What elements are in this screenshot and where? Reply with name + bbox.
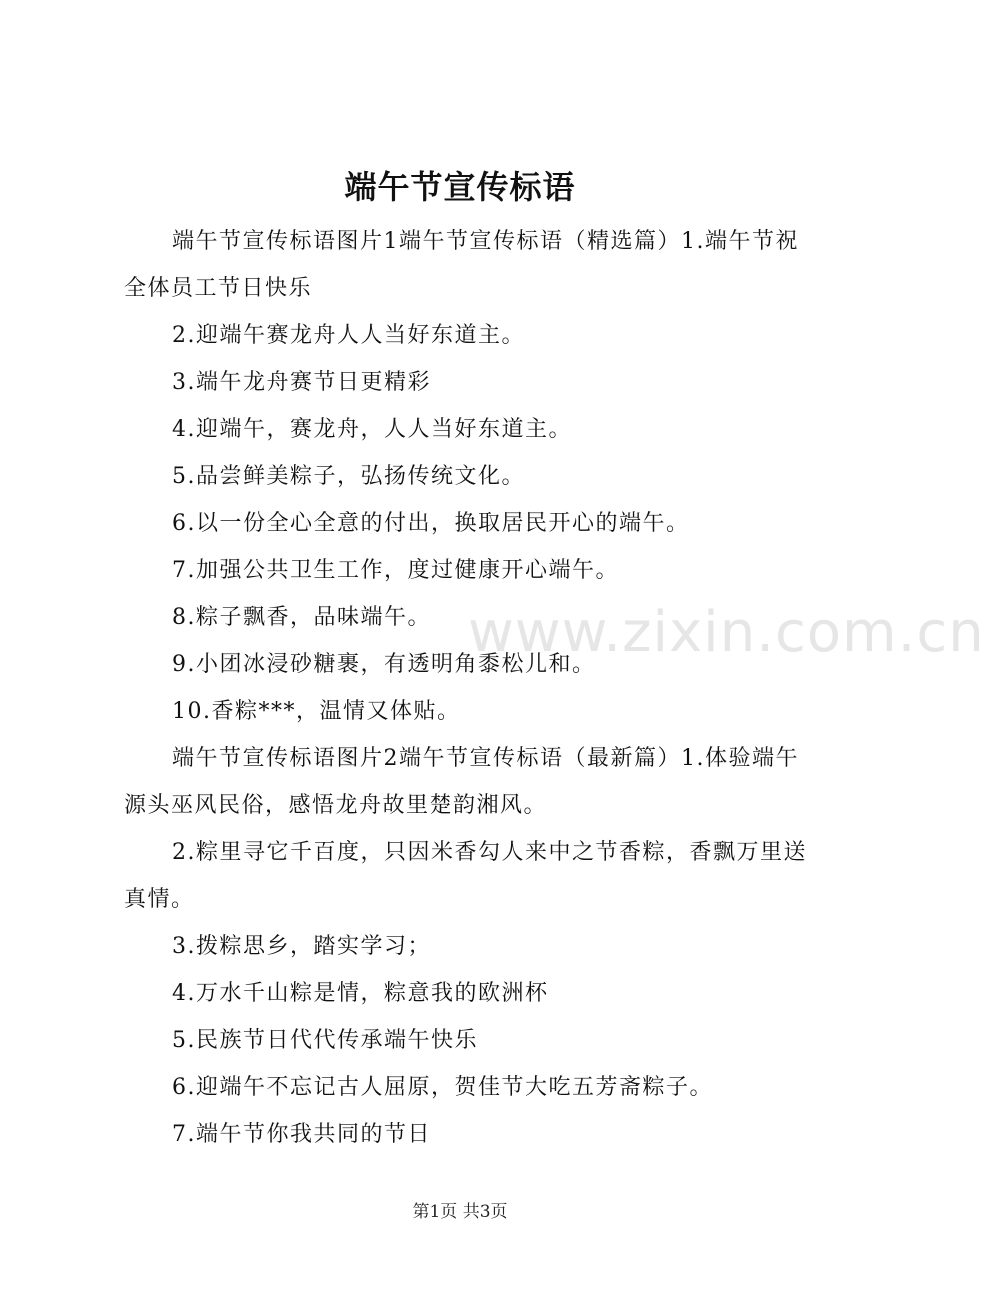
paragraph: 4.迎端午，赛龙舟，人人当好东道主。 — [172, 417, 572, 442]
document-title: 端午节宣传标语 — [344, 168, 576, 206]
document-body — [124, 218, 808, 1158]
paragraph: 5.品尝鲜美粽子，弘扬传统文化。 — [172, 464, 525, 489]
paragraph: 8.粽子飘香，品味端午。 — [172, 605, 431, 630]
paragraph: 端午节宣传标语图片1端午节宣传标语（精选篇）1.端午节祝全体员工节日快乐 — [124, 229, 799, 301]
paragraph: 10.香粽***，温情又体贴。 — [172, 699, 461, 724]
paragraph: 6.以一份全心全意的付出，换取居民开心的端午。 — [172, 511, 690, 536]
paragraph: 7.端午节你我共同的节日 — [172, 1122, 431, 1147]
paragraph: 7.加强公共卫生工作，度过健康开心端午。 — [172, 558, 619, 583]
paragraph: 4.万水千山粽是情，粽意我的欧洲杯 — [172, 981, 549, 1006]
page-footer: 第1页 共3页 — [412, 1202, 508, 1222]
paragraph: 6.迎端午不忘记古人屈原，贺佳节大吃五芳斋粽子。 — [172, 1075, 713, 1100]
paragraph: 3.端午龙舟赛节日更精彩 — [172, 370, 431, 395]
paragraph: 2.迎端午赛龙舟人人当好东道主。 — [172, 323, 525, 348]
paragraph: 2.粽里寻它千百度，只因米香勾人来中之节香粽，香飘万里送真情。 — [124, 840, 807, 912]
paragraph: 5.民族节日代代传承端午快乐 — [172, 1028, 478, 1053]
watermark: www.zixin.com.cn — [468, 600, 985, 665]
paragraph: 3.拨粽思乡，踏实学习； — [172, 934, 431, 959]
paragraph: 端午节宣传标语图片2端午节宣传标语（最新篇）1.体验端午源头巫风民俗，感悟龙舟故里楚韵湘风。 — [124, 746, 799, 818]
paragraph: 9.小团冰浸砂糖裹，有透明角黍松儿和。 — [172, 652, 596, 677]
